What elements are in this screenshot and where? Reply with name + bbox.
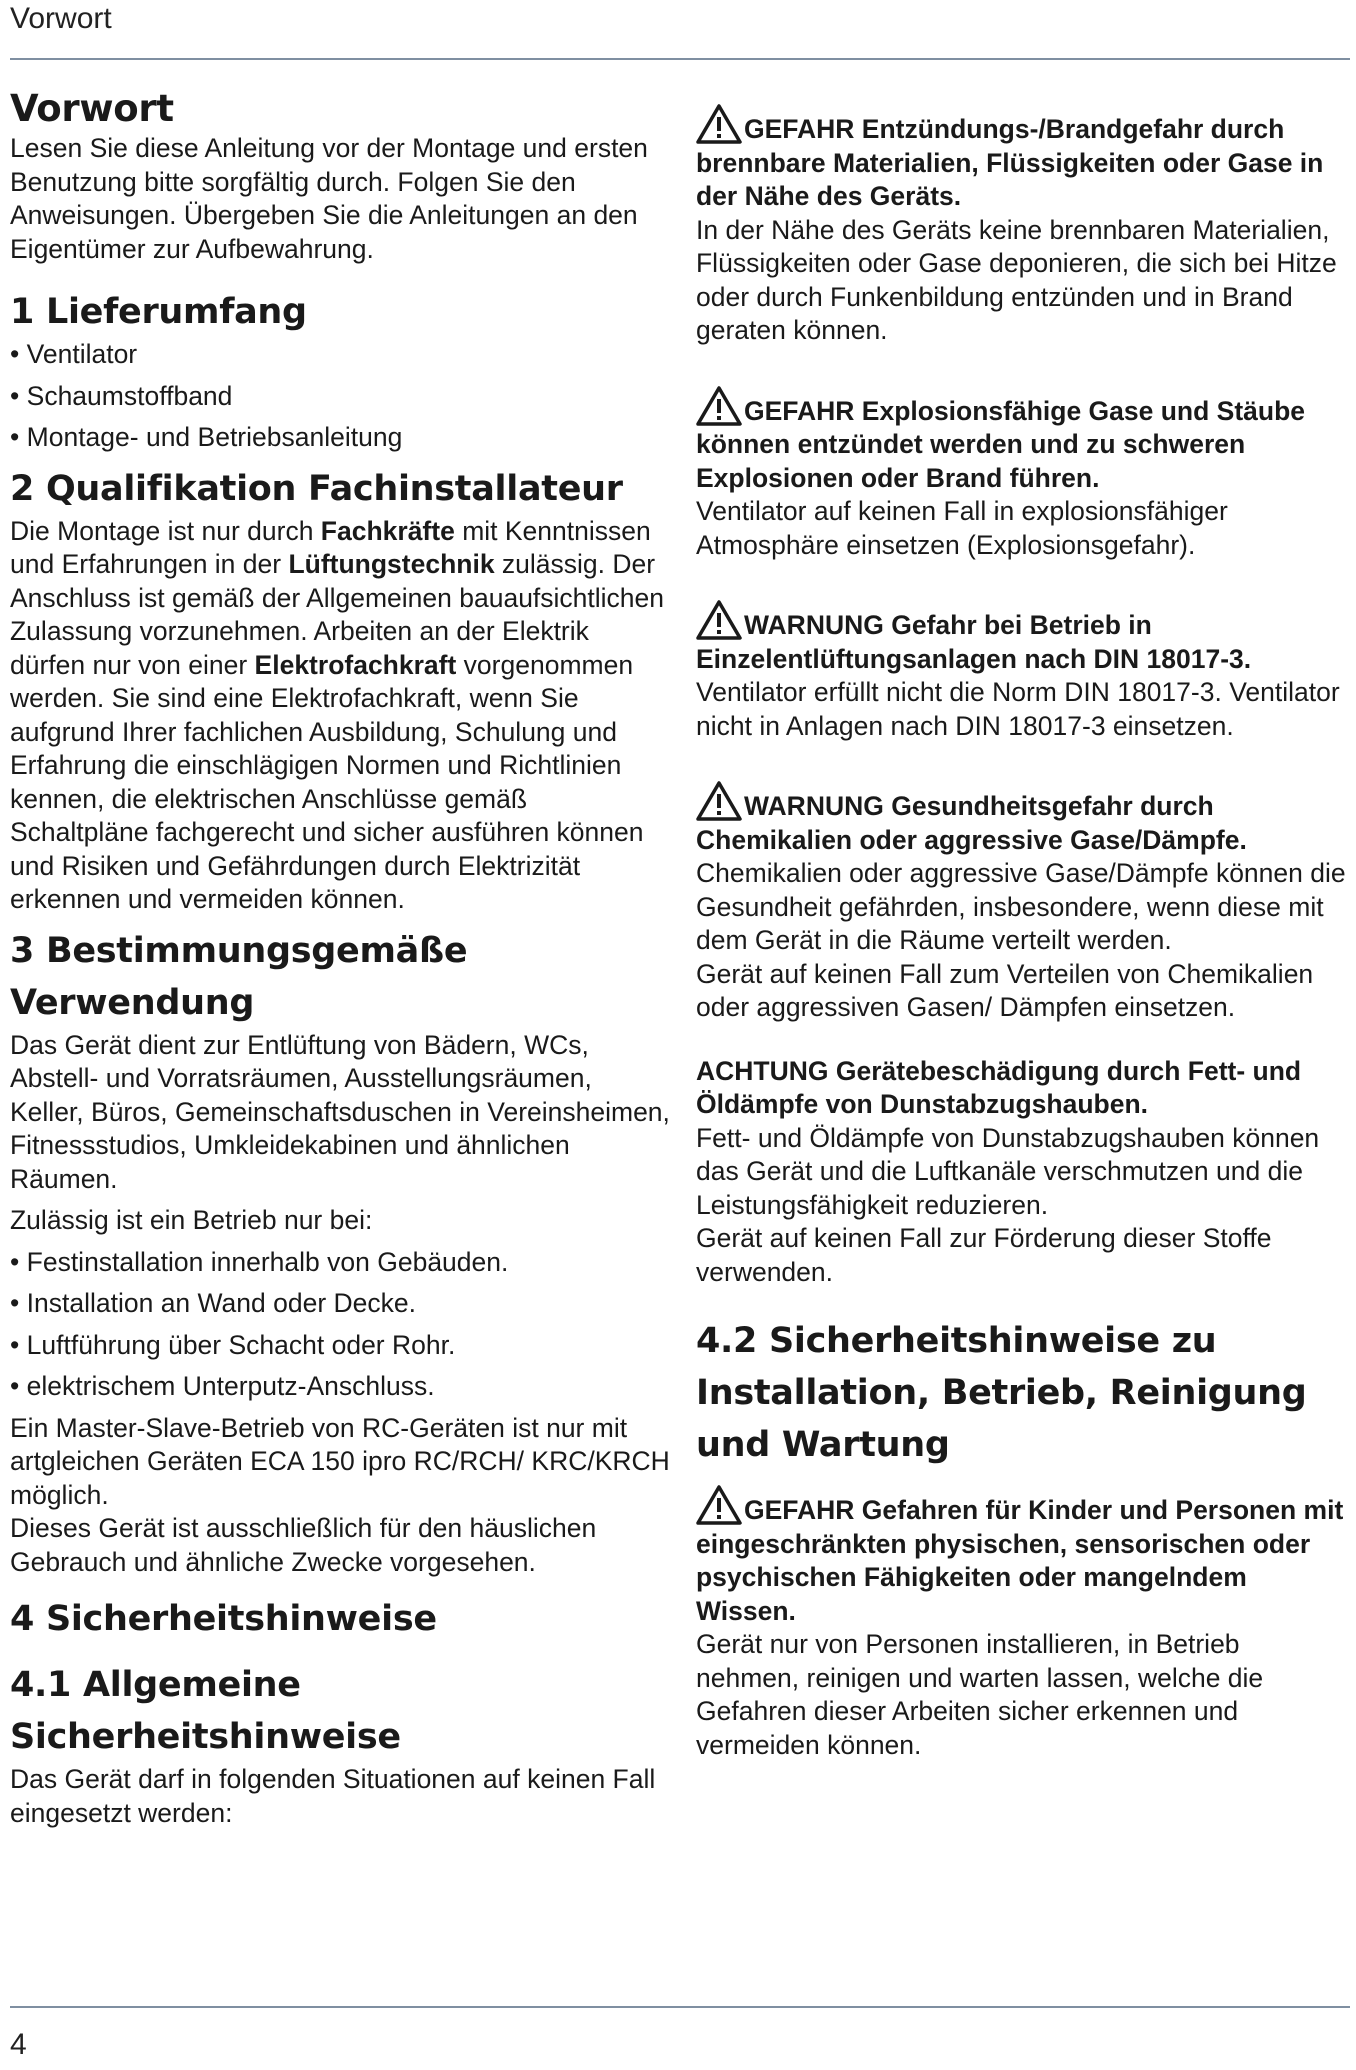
warning-block (696, 1485, 1346, 1762)
warning-block (696, 104, 1346, 348)
bold-term: Elektrofachkraft (254, 649, 457, 680)
notice-block (696, 1055, 1346, 1290)
section-4-2-heading: 4.2 Sicherheitshinweise zu Installation, Betrieb, Reinigung und Wartung (696, 1321, 1307, 1465)
list-item: • Festinstallation innerhalb von Gebäuden. (10, 1246, 509, 1277)
warning-heading: WARNUNG Gefahr bei Betrieb in Einzelentlüftungsanlagen nach DIN 18017-3. (696, 600, 1346, 676)
warning-block (696, 600, 1346, 743)
sicherheit-sub-heading: 4.1 Allgemeine Sicherheitshinweise (10, 1665, 401, 1757)
warning-text: Ventilator erfüllt nicht die Norm DIN 18017-3. Ventilator nicht in Anlagen nach DIN 18017-3 einsetzen. (696, 677, 1340, 741)
warning-text: In der Nähe des Geräts keine brennbaren Materialien, Flüssigkeiten oder Gase deponieren, die sich bei Hitze oder durch Funkenbildung entzünden und in Brand geraten können. (696, 214, 1337, 345)
warning-triangle-icon (696, 386, 742, 426)
lieferumfang-heading: 1 Lieferumfang (10, 292, 307, 332)
footer-divider (10, 2006, 1350, 2008)
warning-block (696, 781, 1346, 1025)
warning-heading: GEFAHR Entzündungs-/Brandgefahr durch brennbare Materialien, Flüssigkeiten oder Gase in der Nähe des Geräts. (696, 104, 1346, 214)
vorwort-heading: Vorwort (10, 87, 174, 130)
list-item: • Installation an Wand oder Decke. (10, 1288, 417, 1318)
bold-term: Lüftungstechnik (288, 549, 495, 579)
left-column (10, 86, 670, 1830)
sicherheit-text: Das Gerät darf in folgenden Situationen auf keinen Fall eingesetzt werden: (10, 1764, 656, 1828)
notice-text: Fett- und Öldämpfe von Dunstabzugshauben können das Gerät und die Luftkanäle verschmutzen und die Leistungsfähigkeit reduzieren. (696, 1122, 1320, 1220)
warning-heading: GEFAHR Gefahren für Kinder und Personen mit eingeschränkten physischen, sensorischen oder psychischen Fähigkeiten oder mangelndem Wissen. (696, 1485, 1346, 1628)
master-slave-text: Ein Master-Slave-Betrieb von RC-Geräten ist nur mit artgleichen Geräten ECA 150 ipro RC/RCH/ KRC/KRCH möglich. (10, 1412, 670, 1510)
bold-term: Fachkräfte (320, 515, 455, 546)
warning-heading: WARNUNG Gesundheitsgefahr durch Chemikalien oder aggressive Gase/Dämpfe. (696, 781, 1346, 857)
warning-text: Gerät nur von Personen installieren, in Betrieb nehmen, reinigen und warten lassen, welche die Gefahren dieser Arbeiten sicher erkennen und vermeiden können. (696, 1629, 1264, 1760)
page-header-title: Vorwort (10, 2, 112, 35)
warning-text: Chemikalien oder aggressive Gase/Dämpfe können die Gesundheit gefährden, insbesondere, wenn diese mit dem Gerät in die Räume verteilt werden. (696, 858, 1346, 955)
vorwort-text: Lesen Sie diese Anleitung vor der Montage und ersten Benutzung bitte sorgfältig durch. Folgen Sie den Anweisungen. Übergeben Sie die Anleitungen an den Eigentümer zur Aufbewahrung. (10, 133, 648, 264)
list-item: • Ventilator (10, 339, 138, 369)
warning-heading: GEFAHR Explosionsfähige Gase und Stäube können entzündet werden und zu schweren Explosionen oder Brand führen. (696, 386, 1346, 496)
qualifikation-text: Die Montage ist nur durch Fachkräfte mit Kenntnissen und Erfahrungen in der Lüftungstechnik zulässig. Der Anschluss ist gemäß der Allgemeinen bauaufsichtlichen Zulassung vorzunehmen. Arbeiten an der Elektrik dürfen nur von einer Elektrofachkraft vorgenommen werden. Sie sind eine Elektrofachkraft, wenn Sie aufgrund Ihrer fachlichen Ausbildung, Schulung und Erfahrung die einschlägigen Normen und Richtlinien kennen, die elektrischen Anschlüsse gemäß Schaltpläne fachgerecht und sicher ausführen können und Risiken und Gefährdungen durch Elektrizität erkennen und vermeiden können. (10, 515, 665, 914)
warning-triangle-icon (696, 600, 742, 640)
warning-block (696, 386, 1346, 563)
right-column (696, 104, 1346, 1800)
warning-text: Ventilator auf keinen Fall in explosionsfähiger Atmosphäre einsetzen (Explosionsgefahr). (696, 496, 1228, 560)
warning-triangle-icon (696, 781, 742, 821)
warning-text: Gerät auf keinen Fall zum Verteilen von Chemikalien oder aggressiven Gasen/ Dämpfen einsetzen. (696, 958, 1314, 1022)
list-item: • elektrischem Unterputz-Anschluss. (10, 1371, 435, 1401)
header-divider (10, 58, 1350, 60)
list-item: • Montage- und Betriebsanleitung (10, 422, 403, 452)
bestimmung-heading: 3 Bestimmungsgemäße Verwendung (10, 930, 468, 1023)
sicherheit-heading: 4 Sicherheitshinweise (10, 1599, 437, 1639)
bestimmung-text: Das Gerät dient zur Entlüftung von Bädern, WCs, Abstell- und Vorratsräumen, Ausstellungsräumen, Keller, Büros, Gemeinschaftsduschen in Vereinsheimen, Fitnessstudios, Umkleidekabinen und ähnlichen Räumen. (10, 1029, 670, 1194)
notice-text: Gerät auf keinen Fall zur Förderung dieser Stoffe verwenden. (696, 1223, 1272, 1287)
warning-triangle-icon (696, 1485, 742, 1525)
warning-triangle-icon (696, 104, 742, 144)
list-item: • Luftführung über Schacht oder Rohr. (10, 1329, 456, 1360)
list-item: • Schaumstoffband (10, 380, 233, 411)
haeuslich-text: Dieses Gerät ist ausschließlich für den häuslichen Gebrauch und ähnliche Zwecke vorgesehen. (10, 1513, 597, 1577)
qualifikation-heading: 2 Qualifikation Fachinstallateur (10, 468, 623, 509)
zulaessig-text: Zulässig ist ein Betrieb nur bei: (10, 1205, 373, 1235)
notice-heading: ACHTUNG Gerätebeschädigung durch Fett- und Öldämpfe von Dunstabzugshauben. (696, 1055, 1302, 1119)
page-number: 4 (10, 2028, 27, 2061)
